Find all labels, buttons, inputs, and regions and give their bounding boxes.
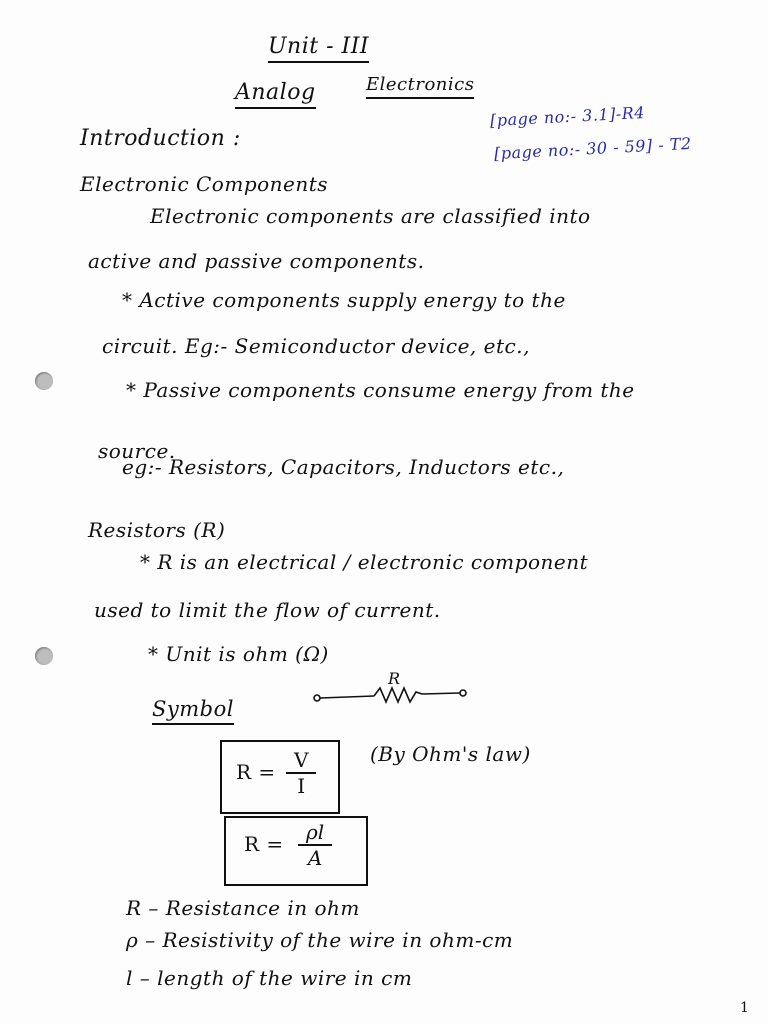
reference-2: [page no:- 30 - 59] - T2 xyxy=(493,133,692,164)
ohms-law-note: (By Ohm's law) xyxy=(370,742,531,766)
binder-hole-top xyxy=(35,372,53,390)
reference-1: [page no:- 3.1]-R4 xyxy=(489,102,646,131)
intro-line-3: * Active components supply energy to the xyxy=(122,288,566,312)
formula-2-denominator: A xyxy=(307,846,323,870)
components-heading: Electronic Components xyxy=(80,172,329,196)
formula-2-fraction xyxy=(298,820,332,870)
formula-2-numerator: ρl xyxy=(298,820,332,846)
intro-line-6: source. xyxy=(98,439,176,463)
resistor-symbol-icon xyxy=(312,684,472,704)
resistors-line-1: * R is an electrical / electronic component xyxy=(140,550,589,574)
introduction-heading: Introduction : xyxy=(80,126,241,151)
electronics-title: Electronics xyxy=(366,74,474,99)
legend-resistivity: ρ – Resistivity of the wire in ohm-cm xyxy=(126,928,514,952)
resistors-line-2: used to limit the flow of current. xyxy=(94,598,441,622)
intro-line-2: active and passive components. xyxy=(88,249,425,273)
resistors-unit-line: * Unit is ohm (Ω) xyxy=(148,642,329,666)
unit-title: Unit - III xyxy=(268,34,369,63)
formula-2-lhs: R = xyxy=(244,832,284,856)
legend-resistance: R – Resistance in ohm xyxy=(126,896,360,920)
formula-1-denominator: I xyxy=(297,774,306,798)
symbol-label: Symbol xyxy=(152,697,234,725)
binder-hole-bottom xyxy=(35,647,53,665)
intro-line-1: Electronic components are classified into xyxy=(150,204,591,228)
page-number: 1 xyxy=(740,1000,750,1016)
resistors-heading: Resistors (R) xyxy=(88,518,226,542)
symbol-letter: R xyxy=(388,669,401,688)
intro-line-7: eg:- Resistors, Capacitors, Inductors etc., xyxy=(122,455,565,479)
analog-title: Analog xyxy=(235,80,316,109)
formula-1-lhs: R = xyxy=(236,760,276,784)
formula-1-numerator: V xyxy=(286,748,316,774)
intro-line-5: * Passive components consume energy from the xyxy=(126,378,635,402)
formula-1-fraction xyxy=(286,748,316,798)
legend-length: l – length of the wire in cm xyxy=(126,966,413,990)
intro-line-4: circuit. Eg:- Semiconductor device, etc., xyxy=(102,334,530,358)
